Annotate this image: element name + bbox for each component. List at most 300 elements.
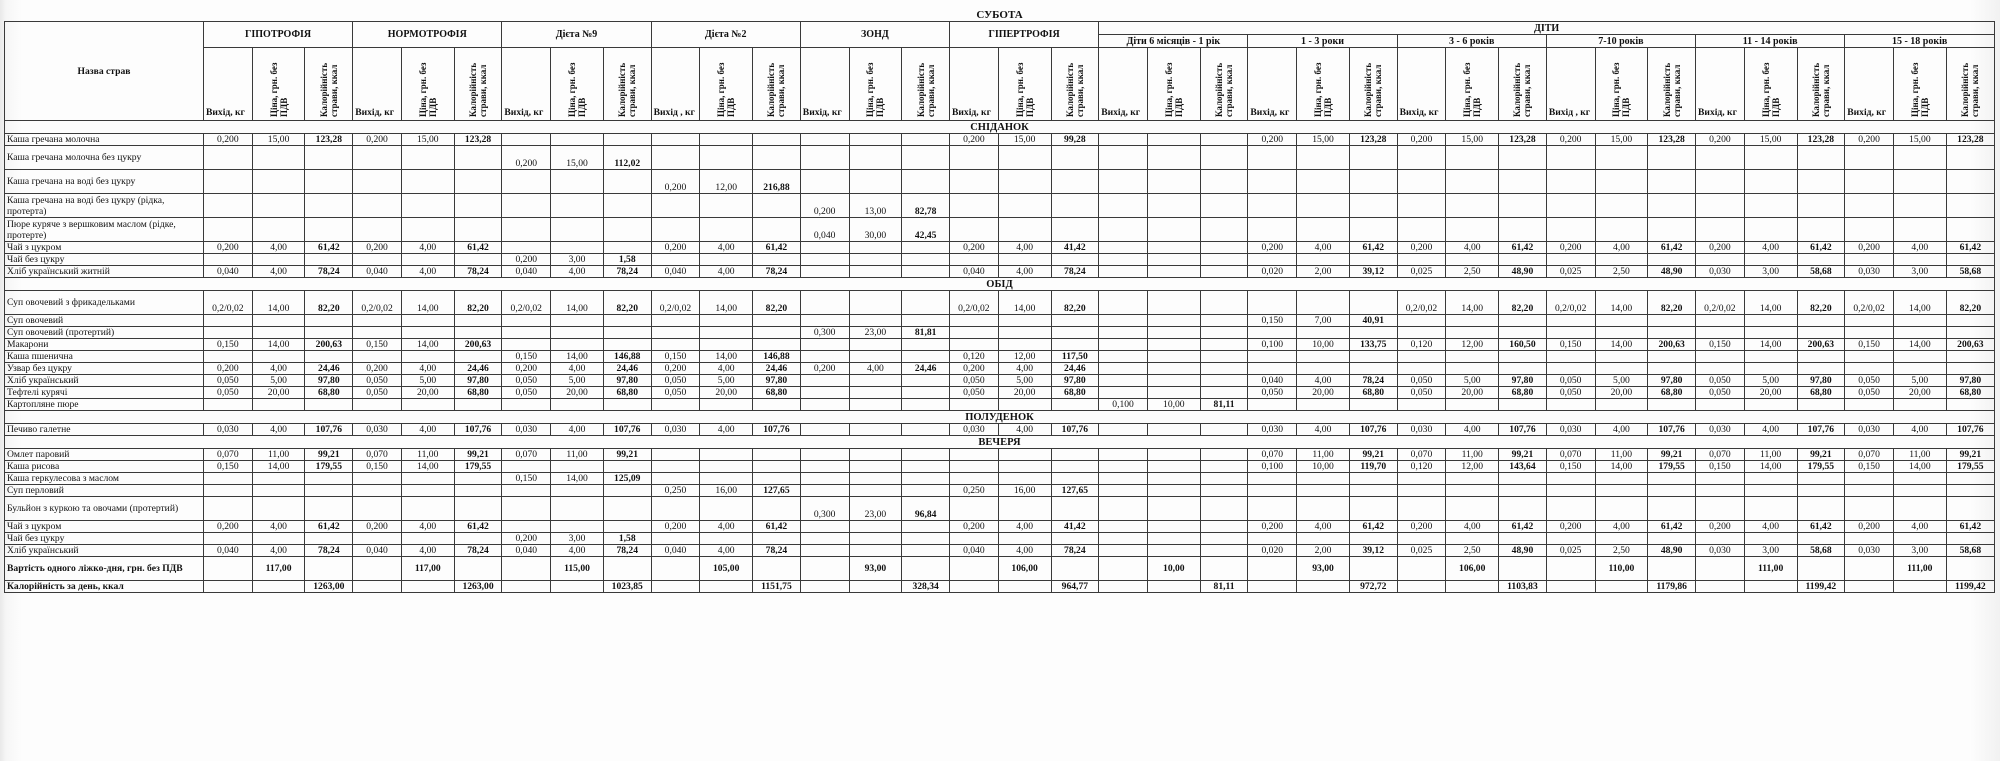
col-price-header <box>1893 48 1946 121</box>
col-output-header: Вихід, кг <box>1845 48 1894 121</box>
section-row <box>5 436 1995 449</box>
kcal-cell <box>753 327 801 339</box>
kcal-cell: 200,63 <box>1797 339 1845 351</box>
kcal-cell <box>1200 194 1248 218</box>
col-price-label: Ціна, грн. без ПДВ <box>1760 62 1781 117</box>
kcal-blank <box>1845 581 1894 593</box>
price-cell <box>252 497 305 521</box>
price-cell <box>1744 485 1797 497</box>
kcal-cell <box>1499 146 1547 170</box>
kcal-blank <box>502 581 551 593</box>
kcal-cell <box>454 497 502 521</box>
price-cell <box>700 473 753 485</box>
output-cell <box>651 473 700 485</box>
kcal-cell <box>1051 146 1099 170</box>
group-header: ГІПОТРОФІЯ <box>203 22 352 48</box>
price-cell <box>1893 363 1946 375</box>
output-cell <box>1397 170 1446 194</box>
output-cell <box>502 327 551 339</box>
price-cell <box>1893 170 1946 194</box>
price-cell <box>1893 533 1946 545</box>
output-cell <box>1397 533 1446 545</box>
price-cell <box>551 339 604 351</box>
price-cell <box>1744 194 1797 218</box>
kcal-blank <box>849 581 902 593</box>
price-cell <box>700 449 753 461</box>
kcal-total-value: 972,72 <box>1349 581 1397 593</box>
kcal-cell <box>1946 473 1994 485</box>
kcal-cell <box>603 461 651 473</box>
price-cell <box>252 351 305 363</box>
output-cell <box>203 473 252 485</box>
price-cell: 14,00 <box>1446 291 1499 315</box>
price-cell <box>1297 351 1350 363</box>
dish-name: Чай з цукром <box>5 242 204 254</box>
kcal-cell <box>1200 218 1248 242</box>
output-cell <box>1696 473 1745 485</box>
kcal-cell: 68,80 <box>305 387 353 399</box>
price-cell <box>1297 194 1350 218</box>
price-cell <box>252 146 305 170</box>
kcal-cell: 97,80 <box>1051 375 1099 387</box>
output-cell: 0,050 <box>502 375 551 387</box>
kcal-blank <box>1446 581 1499 593</box>
kcal-blank <box>401 581 454 593</box>
price-cell: 14,00 <box>252 291 305 315</box>
price-cell <box>700 254 753 266</box>
group-header: ЗОНД <box>800 22 949 48</box>
price-cell <box>849 533 902 545</box>
price-cell: 4,00 <box>1297 521 1350 533</box>
price-cell <box>998 146 1051 170</box>
cost-blank <box>1845 557 1894 581</box>
kcal-cell <box>1349 146 1397 170</box>
output-cell <box>1397 351 1446 363</box>
kcal-cell <box>603 134 651 146</box>
kcal-cell <box>1499 485 1547 497</box>
price-cell: 14,00 <box>252 339 305 351</box>
price-cell <box>1893 327 1946 339</box>
output-cell <box>502 134 551 146</box>
output-cell: 0,030 <box>1845 424 1894 436</box>
output-cell: 0,200 <box>203 521 252 533</box>
dish-name: Чай без цукру <box>5 254 204 266</box>
dish-name: Пюре куряче з вершковим маслом (рідке, протерте) <box>5 218 204 242</box>
price-cell: 5,00 <box>551 375 604 387</box>
cost-blank <box>1051 557 1099 581</box>
dish-name: Каша гречана молочна без цукру <box>5 146 204 170</box>
kcal-cell: 107,76 <box>1946 424 1994 436</box>
price-cell <box>849 521 902 533</box>
dish-row <box>5 461 1995 473</box>
price-cell <box>1297 170 1350 194</box>
price-cell <box>849 242 902 254</box>
price-cell: 15,00 <box>252 134 305 146</box>
kcal-cell <box>753 449 801 461</box>
kcal-cell <box>1499 363 1547 375</box>
kcal-cell: 78,24 <box>454 266 502 278</box>
output-cell: 0,040 <box>800 218 849 242</box>
price-cell: 14,00 <box>252 461 305 473</box>
kcal-cell <box>454 399 502 411</box>
price-cell <box>849 146 902 170</box>
price-cell: 4,00 <box>1595 521 1648 533</box>
cost-value: 110,00 <box>1595 557 1648 581</box>
kcal-cell: 24,46 <box>305 363 353 375</box>
cost-blank <box>305 557 353 581</box>
output-cell: 0,2/0,02 <box>1546 291 1595 315</box>
kcal-cell: 78,24 <box>603 266 651 278</box>
price-cell: 15,00 <box>998 134 1051 146</box>
col-kcal-label: Калорійність страви, ккал <box>1214 62 1235 117</box>
price-cell <box>401 315 454 327</box>
price-cell <box>998 315 1051 327</box>
kcal-total-value: 81,11 <box>1200 581 1248 593</box>
price-cell <box>1147 146 1200 170</box>
price-cell: 14,00 <box>551 291 604 315</box>
output-cell <box>950 146 999 170</box>
dish-name: Картопляне пюре <box>5 399 204 411</box>
col-output-header: Вихід, кг <box>1099 48 1148 121</box>
output-cell: 0,200 <box>1248 521 1297 533</box>
col-kcal-header <box>1349 48 1397 121</box>
price-cell <box>998 218 1051 242</box>
kcal-cell: 99,28 <box>1051 134 1099 146</box>
kcal-total-value: 328,34 <box>902 581 950 593</box>
output-cell <box>1696 254 1745 266</box>
price-cell <box>1446 351 1499 363</box>
output-cell: 0,200 <box>1397 521 1446 533</box>
kcal-cell: 78,24 <box>753 266 801 278</box>
kcal-cell <box>1349 218 1397 242</box>
cost-blank <box>1397 557 1446 581</box>
kcal-cell <box>1200 134 1248 146</box>
col-price-label: Ціна, грн. без ПДВ <box>1014 62 1035 117</box>
kcal-cell: 82,20 <box>305 291 353 315</box>
output-cell: 0,025 <box>1397 266 1446 278</box>
price-cell <box>252 533 305 545</box>
output-cell <box>1099 266 1148 278</box>
kcal-blank <box>1893 581 1946 593</box>
output-cell <box>502 242 551 254</box>
kcal-cell <box>1349 485 1397 497</box>
dish-name: Суп овочевий <box>5 315 204 327</box>
price-cell: 13,00 <box>849 194 902 218</box>
output-cell <box>1546 473 1595 485</box>
output-cell <box>1546 497 1595 521</box>
output-cell <box>502 461 551 473</box>
kcal-cell <box>603 521 651 533</box>
kcal-cell: 39,12 <box>1349 266 1397 278</box>
price-cell: 15,00 <box>401 134 454 146</box>
cost-blank <box>902 557 950 581</box>
price-cell <box>1595 194 1648 218</box>
output-cell <box>950 254 999 266</box>
output-cell: 0,150 <box>1696 461 1745 473</box>
output-cell <box>800 291 849 315</box>
output-cell <box>1099 363 1148 375</box>
kcal-cell <box>305 218 353 242</box>
output-cell: 0,020 <box>1248 545 1297 557</box>
kcal-total-value: 964,77 <box>1051 581 1099 593</box>
kcal-cell: 58,68 <box>1946 545 1994 557</box>
kcal-cell <box>1051 218 1099 242</box>
output-cell: 0,200 <box>1397 134 1446 146</box>
output-cell <box>1397 485 1446 497</box>
price-cell: 4,00 <box>998 266 1051 278</box>
price-cell: 4,00 <box>401 545 454 557</box>
price-cell <box>1744 254 1797 266</box>
kcal-cell: 107,76 <box>1499 424 1547 436</box>
price-cell <box>700 327 753 339</box>
cost-value: 10,00 <box>1147 557 1200 581</box>
output-cell: 0,200 <box>651 170 700 194</box>
price-cell: 14,00 <box>1893 291 1946 315</box>
price-cell <box>1147 497 1200 521</box>
dish-row <box>5 242 1995 254</box>
kcal-cell: 99,21 <box>305 449 353 461</box>
output-cell: 0,050 <box>950 387 999 399</box>
price-cell <box>1893 399 1946 411</box>
kcal-cell <box>753 533 801 545</box>
output-cell <box>651 254 700 266</box>
dish-row <box>5 291 1995 315</box>
dish-name: Печиво галетне <box>5 424 204 436</box>
output-cell <box>800 485 849 497</box>
dish-row <box>5 399 1995 411</box>
kcal-cell <box>1051 461 1099 473</box>
output-cell: 0,200 <box>950 521 999 533</box>
col-kcal-label: Калорійність страви, ккал <box>1960 62 1981 117</box>
kcal-blank <box>800 581 849 593</box>
dish-name: Чай з цукром <box>5 521 204 533</box>
price-cell <box>1297 146 1350 170</box>
kcal-cell <box>1946 315 1994 327</box>
output-cell <box>651 533 700 545</box>
price-cell <box>700 194 753 218</box>
dish-row <box>5 363 1995 375</box>
kcal-cell: 97,80 <box>1797 375 1845 387</box>
price-cell <box>1893 194 1946 218</box>
kcal-cell <box>753 497 801 521</box>
col-kcal-label: Калорійність страви, ккал <box>1661 62 1682 117</box>
price-cell <box>401 533 454 545</box>
kcal-cell <box>1648 315 1696 327</box>
kcal-cell <box>1200 461 1248 473</box>
price-cell <box>1147 449 1200 461</box>
kcal-cell <box>902 375 950 387</box>
price-cell: 5,00 <box>1595 375 1648 387</box>
kcal-cell: 96,84 <box>902 497 950 521</box>
kcal-cell <box>1797 254 1845 266</box>
output-cell <box>1845 327 1894 339</box>
price-cell: 11,00 <box>1446 449 1499 461</box>
output-cell: 0,200 <box>502 254 551 266</box>
price-cell <box>849 449 902 461</box>
dish-name: Чай без цукру <box>5 533 204 545</box>
output-cell <box>203 315 252 327</box>
dish-name: Каша пшенична <box>5 351 204 363</box>
price-cell: 4,00 <box>998 545 1051 557</box>
output-cell <box>1099 146 1148 170</box>
kcal-cell <box>1499 315 1547 327</box>
kcal-cell <box>1200 545 1248 557</box>
price-cell: 4,00 <box>1893 424 1946 436</box>
price-cell <box>551 399 604 411</box>
age-group-header: 7-10 років <box>1546 35 1695 48</box>
kcal-cell: 99,21 <box>603 449 651 461</box>
kcal-cell <box>753 315 801 327</box>
group-header: ГІПЕРТРОФІЯ <box>950 22 1099 48</box>
output-cell: 0,200 <box>353 521 402 533</box>
output-cell <box>1099 170 1148 194</box>
output-cell <box>1099 254 1148 266</box>
output-cell: 0,030 <box>1845 266 1894 278</box>
price-cell: 2,00 <box>1297 266 1350 278</box>
kcal-cell: 200,63 <box>1946 339 1994 351</box>
price-cell: 4,00 <box>998 424 1051 436</box>
price-cell <box>849 134 902 146</box>
kcal-cell <box>1648 533 1696 545</box>
kcal-cell: 179,55 <box>454 461 502 473</box>
kcal-cell: 68,80 <box>1499 387 1547 399</box>
price-cell <box>1147 218 1200 242</box>
output-cell <box>203 170 252 194</box>
price-cell <box>1147 521 1200 533</box>
header-row-groups <box>5 22 1995 35</box>
dish-name: Узвар без цукру <box>5 363 204 375</box>
price-cell: 4,00 <box>551 545 604 557</box>
output-cell: 0,200 <box>651 363 700 375</box>
kcal-cell: 78,24 <box>454 545 502 557</box>
price-cell: 4,00 <box>1446 242 1499 254</box>
output-cell <box>800 521 849 533</box>
output-cell <box>1397 254 1446 266</box>
output-cell <box>502 170 551 194</box>
output-cell <box>1696 146 1745 170</box>
kcal-cell: 48,90 <box>1648 266 1696 278</box>
price-cell <box>700 134 753 146</box>
col-price-header <box>1446 48 1499 121</box>
kcal-cell <box>753 461 801 473</box>
price-cell: 11,00 <box>401 449 454 461</box>
output-cell <box>353 146 402 170</box>
price-cell <box>1744 146 1797 170</box>
kcal-cell: 40,91 <box>1349 315 1397 327</box>
output-cell: 0,200 <box>1845 242 1894 254</box>
col-kcal-header <box>1648 48 1696 121</box>
section-row <box>5 121 1995 134</box>
price-cell: 4,00 <box>401 424 454 436</box>
price-cell <box>401 485 454 497</box>
kcal-cell <box>1797 170 1845 194</box>
cost-value: 105,00 <box>700 557 753 581</box>
output-cell <box>651 399 700 411</box>
price-cell <box>849 485 902 497</box>
price-cell: 14,00 <box>1893 339 1946 351</box>
output-cell: 0,200 <box>1845 521 1894 533</box>
kcal-cell <box>753 254 801 266</box>
kcal-cell <box>1946 363 1994 375</box>
output-cell <box>1099 339 1148 351</box>
cost-blank <box>1546 557 1595 581</box>
output-cell: 0,030 <box>1696 424 1745 436</box>
output-cell <box>1248 351 1297 363</box>
price-cell: 5,00 <box>1446 375 1499 387</box>
kcal-cell <box>603 170 651 194</box>
output-cell <box>353 473 402 485</box>
price-cell <box>849 291 902 315</box>
output-cell <box>950 315 999 327</box>
kcal-cell <box>1797 363 1845 375</box>
price-cell <box>1893 351 1946 363</box>
output-cell: 0,070 <box>1248 449 1297 461</box>
price-cell: 4,00 <box>1297 375 1350 387</box>
price-cell <box>1744 315 1797 327</box>
price-cell <box>551 461 604 473</box>
price-cell <box>1595 218 1648 242</box>
kcal-cell <box>1648 146 1696 170</box>
output-cell <box>800 315 849 327</box>
price-cell <box>1147 351 1200 363</box>
kcal-cell <box>1648 485 1696 497</box>
output-cell: 0,070 <box>1546 449 1595 461</box>
output-cell <box>950 194 999 218</box>
output-cell <box>1397 315 1446 327</box>
kcal-cell: 41,42 <box>1051 521 1099 533</box>
kcal-cell <box>1349 291 1397 315</box>
price-cell <box>1744 327 1797 339</box>
kcal-cell <box>1200 291 1248 315</box>
output-cell: 0,200 <box>1248 242 1297 254</box>
output-cell: 0,070 <box>353 449 402 461</box>
kcal-cell: 179,55 <box>305 461 353 473</box>
kcal-cell: 123,28 <box>454 134 502 146</box>
price-cell: 4,00 <box>1297 242 1350 254</box>
output-cell <box>1546 327 1595 339</box>
kcal-cell <box>902 461 950 473</box>
kcal-cell <box>1349 351 1397 363</box>
dish-row <box>5 497 1995 521</box>
kcal-cell: 1,58 <box>603 254 651 266</box>
price-cell: 11,00 <box>1595 449 1648 461</box>
price-cell: 14,00 <box>1744 339 1797 351</box>
kcal-cell <box>902 545 950 557</box>
price-cell: 3,00 <box>551 533 604 545</box>
price-cell <box>1147 194 1200 218</box>
kcal-cell: 123,28 <box>305 134 353 146</box>
price-cell <box>1595 363 1648 375</box>
output-cell <box>203 146 252 170</box>
output-cell <box>353 497 402 521</box>
output-cell: 0,030 <box>1696 545 1745 557</box>
output-cell <box>353 194 402 218</box>
output-cell <box>1546 399 1595 411</box>
output-cell <box>1099 134 1148 146</box>
price-cell <box>551 315 604 327</box>
output-cell: 0,200 <box>353 242 402 254</box>
col-price-header <box>551 48 604 121</box>
price-cell <box>1893 146 1946 170</box>
cost-blank <box>800 557 849 581</box>
kcal-cell <box>1946 194 1994 218</box>
col-price-label: Ціна, грн. без ПДВ <box>268 62 289 117</box>
kcal-cell <box>603 194 651 218</box>
output-cell: 0,030 <box>1546 424 1595 436</box>
kcal-cell: 58,68 <box>1946 266 1994 278</box>
age-group-header: 15 - 18 років <box>1845 35 1995 48</box>
price-cell <box>1297 399 1350 411</box>
